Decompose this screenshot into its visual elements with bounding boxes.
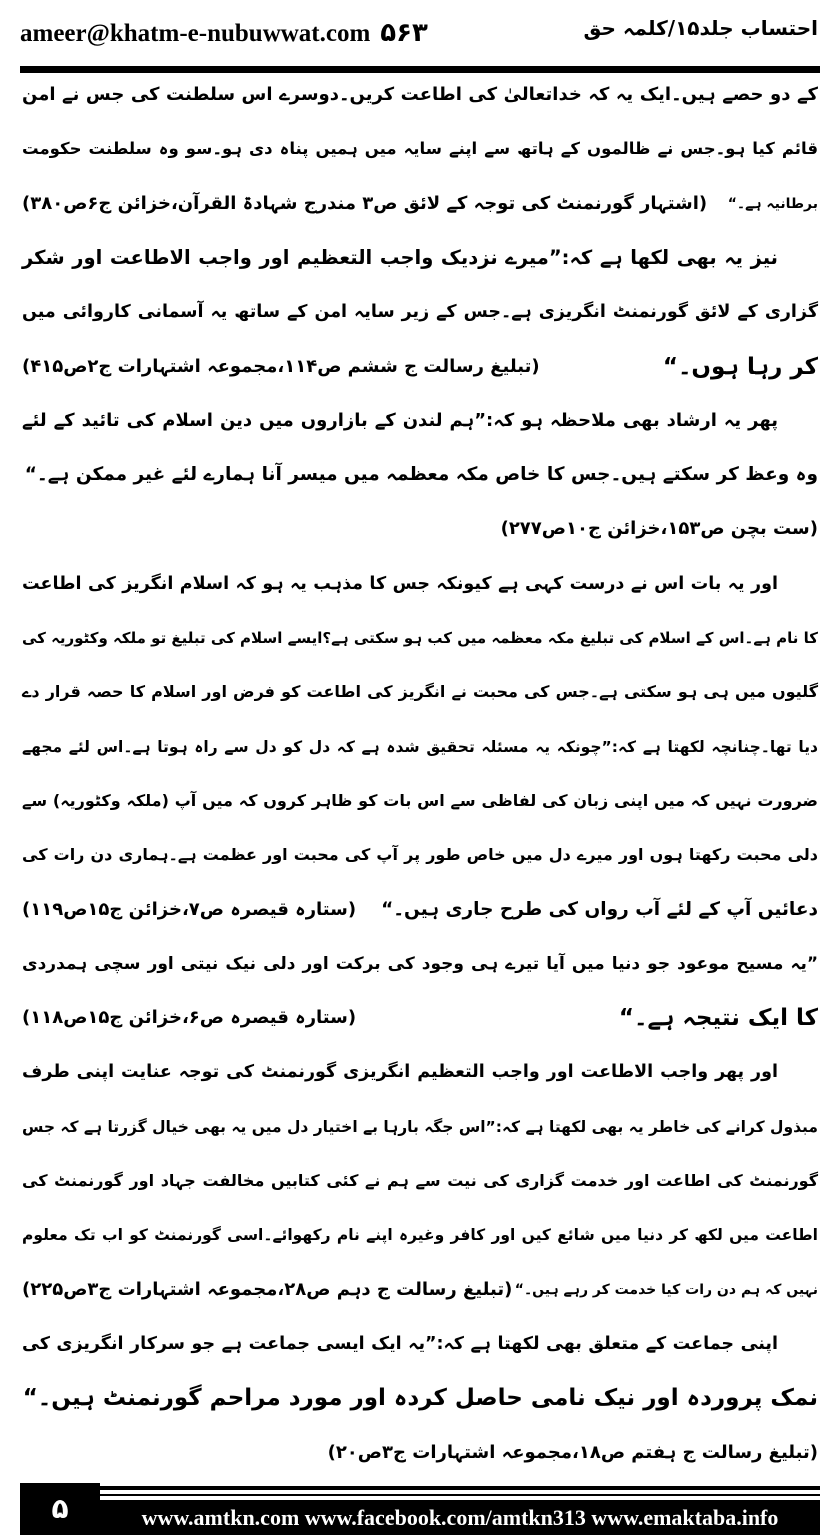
text-line (22, 179, 818, 229)
text-line (22, 342, 818, 392)
line-text: نمک پروردہ اور نیک نامی حاصل کردہ اور مورد مراحم گورنمنٹ ہیں۔“ (22, 1385, 818, 1412)
footer-rule (100, 1486, 820, 1490)
footer-page-marker: ۵ (20, 1483, 100, 1535)
line-text: ضرورت نہیں کہ میں اپنی زبان کی لفاظی سے اس بات کو ظاہر کروں کہ میں آپ (ملکہ وکٹوریہ) سے (22, 790, 818, 810)
text-line (22, 776, 818, 826)
citation: (ستارہ قیصرہ ص۷،خزائن ج۱۵ص۱۱۹) (22, 898, 357, 920)
citation: (ست بچن ص۱۵۳،خزائن ج۱۰ص۲۷۷) (500, 518, 818, 540)
line-text: اپنی جماعت کے متعلق بھی لکھتا ہے کہ:”یہ ایک ایسی جماعت ہے جو سرکار انگریزی کی (22, 1333, 778, 1354)
text-line (22, 830, 818, 880)
line-text: کے دو حصے ہیں۔ایک یہ کہ خداتعالیٰ کی اطاعت کریں۔دوسرے اس سلطنت کی جس نے امن (22, 84, 818, 105)
line-text: نیز یہ بھی لکھا ہے کہ:”میرے نزدیک واجب التعظیم اور واجب الاطاعت اور شکر (22, 245, 778, 269)
page-number: ۵۶۳ (380, 18, 428, 48)
line-text: گزاری کے لائق گورنمنٹ انگریزی ہے۔جس کے زیر سایہ امن کے ساتھ یہ آسمانی کاروائی میں (22, 302, 818, 323)
text-line (22, 1210, 818, 1260)
text-line (22, 1102, 818, 1152)
citation: (تبلیغ رسالت ج ششم ص۱۱۴،مجموعہ اشتہارات ج۲ص۴۱۵) (22, 355, 540, 377)
line-text: دلی محبت رکھتا ہوں اور میرے دل میں خاص طور پر آپ کی محبت اور عظمت ہے۔ہماری دن رات کی (22, 845, 818, 865)
text-line (22, 885, 818, 935)
text-line (22, 504, 818, 554)
citation: (ستارہ قیصرہ ص۶،خزائن ج۱۵ص۱۱۸) (22, 1007, 357, 1029)
line-text: مبذول کرانے کی خاطر یہ بھی لکھتا ہے کہ:”اس جگہ بارہا بے اختیار دل میں یہ بھی خیال گزرتا ہے کہ جس (21, 1117, 818, 1136)
line-text: ”یہ مسیح موعود جو دنیا میں آیا تیرے ہی وجود کی برکت اور دلی نیک نیتی اور سچی ہمدردی (22, 953, 818, 974)
line-text: دیا تھا۔چنانچہ لکھتا ہے کہ:”چونکہ یہ مسئلہ تحقیق شدہ ہے کہ دل کو دل سے راہ ہوتا ہے۔اس لئے مجھے (22, 737, 818, 756)
text-line (22, 559, 818, 609)
text-line (22, 396, 818, 446)
book-title: احتساب جلد۱۵/کلمہ حق (583, 16, 818, 40)
citation: (تبلیغ رسالت ج دہم ص۲۸،مجموعہ اشتہارات ج۳ص۲۲۵) (22, 1278, 513, 1300)
line-text: وہ وعظ کر سکتے ہیں۔جس کا خاص مکہ معظمہ میں میسر آنا ہمارے لئے غیر ممکن ہے۔“ (24, 464, 818, 486)
text-line (22, 1428, 818, 1478)
text-line (22, 993, 818, 1043)
text-line (22, 450, 818, 500)
line-text: اطاعت میں لکھ کر دنیا میں شائع کیں اور کافر وغیرہ اپنے نام رکھوائے۔اسی گورنمنٹ کو اب تک معلوم (22, 1226, 818, 1245)
text-line (22, 939, 818, 989)
text-line (22, 1156, 818, 1206)
line-text: پھر یہ ارشاد بھی ملاحظہ ہو کہ:”ہم لندن کے بازاروں میں دین اسلام کی تائید کے لئے (22, 409, 778, 431)
line-text: اور یہ بات اس نے درست کہی ہے کیونکہ جس کا مذہب یہ ہو کہ اسلام انگریز کی اطاعت (22, 573, 778, 594)
text-line (22, 1319, 818, 1369)
email-text: ameer@khatm-e-nubuwwat.com (20, 20, 371, 47)
line-text: گلیوں میں ہی ہو سکتی ہے۔جس کی محبت نے انگریز کی اطاعت کو فرض اور اسلام کا حصہ قرار دے (22, 682, 818, 702)
text-line (22, 722, 818, 772)
line-text: نہیں کہ ہم دن رات کیا خدمت کر رہے ہیں۔“ (514, 1281, 818, 1298)
line-text: قائم کیا ہو۔جس نے ظالموں کے ہاتھ سے اپنے سایہ میں ہمیں پناہ دی ہو۔سو وہ سلطنت حکومت (22, 139, 818, 159)
footer-links: www.amtkn.com www.facebook.com/amtkn313 www.emaktaba.info (100, 1500, 820, 1535)
line-text: اور پھر واجب الاطاعت اور واجب التعظیم انگریزی گورنمنٹ کی توجہ عنایت اپنی طرف (22, 1062, 778, 1083)
text-line (22, 1265, 818, 1315)
footer-rule-thin (100, 1494, 820, 1496)
header-email (20, 18, 428, 48)
text-line (22, 124, 818, 174)
line-text: گورنمنٹ کی اطاعت اور خدمت گزاری کی نیت سے ہم نے کئی کتابیں مخالفت جہاد اور گورنمنٹ کی (22, 1171, 818, 1190)
line-text: کا ایک نتیجہ ہے۔“ (618, 1005, 818, 1032)
text-line (22, 1047, 818, 1097)
line-text: کا نام ہے۔اس کے اسلام کی تبلیغ مکہ معظمہ میں کب ہو سکتی ہے؟ایسے اسلام کی تبلیغ تو ملکہ وکٹوریہ کی (22, 629, 818, 647)
text-line (22, 1373, 818, 1423)
text-line (22, 287, 818, 337)
citation: (اشتہار گورنمنٹ کی توجہ کے لائق ص۳ مندرج شہادۃ القرآن،خزائن ج۶ص۳۸۰) (22, 192, 708, 214)
text-line (22, 667, 818, 717)
text-line (22, 70, 818, 120)
line-text: دعائیں آپ کے لئے آب رواں کی طرح جاری ہیں۔“ (381, 898, 818, 920)
citation: (تبلیغ رسالت ج ہفتم ص۱۸،مجموعہ اشتہارات ج۳ص۲۰) (327, 1441, 818, 1463)
text-line (22, 233, 818, 283)
text-line (22, 613, 818, 663)
line-text: برطانیہ ہے۔“ (727, 195, 818, 212)
line-text: کر رہا ہوں۔“ (662, 353, 818, 380)
